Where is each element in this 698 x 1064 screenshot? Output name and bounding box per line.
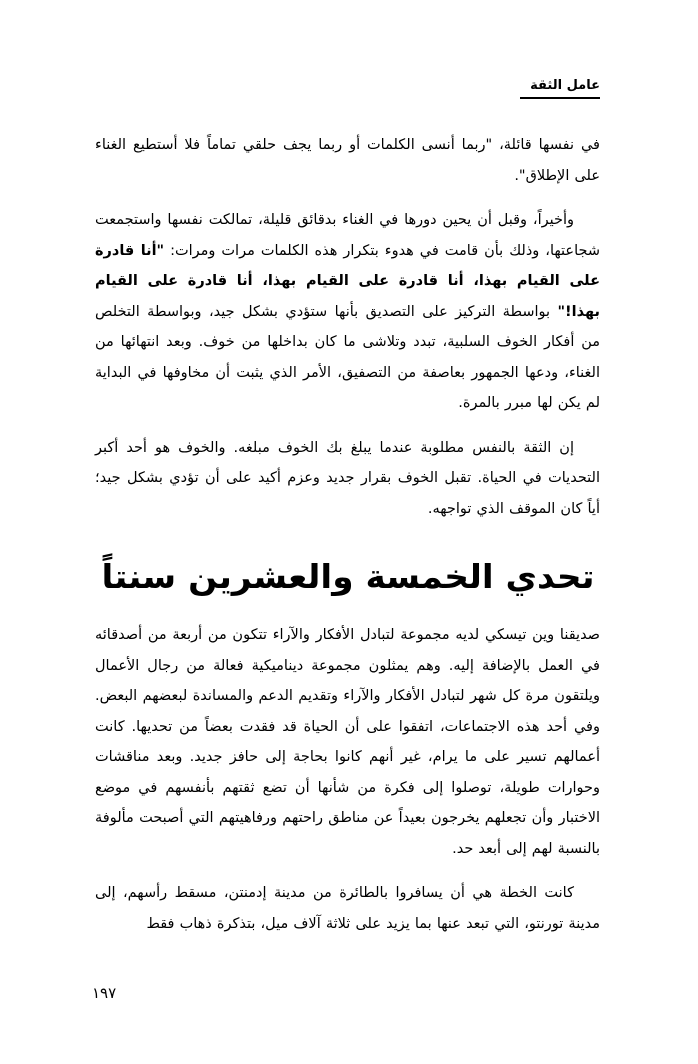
page-number: ١٩٧: [92, 984, 117, 1002]
body-text-upper: [95, 130, 600, 538]
paragraph-5-text: كانت الخطة هي أن يسافروا بالطائرة من مدينة إدمنتن، مسقط رأسهم، إلى مدينة تورنتو، التي تبعد عنها بما يزيد على ثلاثة آلاف ميل، بتذكرة ذهاب فقط: [95, 885, 600, 932]
paragraph-2-affirmation-quote: "أنا قادرة على القيام بهذا، أنا قادرة على القيام بهذا، أنا قادرة على القيام بهذا!": [95, 242, 600, 320]
page-folio: [92, 983, 116, 1002]
paragraph-4: [95, 620, 600, 864]
paragraph-2-tail-text: بواسطة التركيز على التصديق بأنها ستؤدي بشكل جيد، وبواسطة التخلص من أفكار الخوف السلبية، تبدد وتلاشى ما كان بداخلها من خوف. وبعد انتهائها من الغناء، ودعها الجمهور بعاصفة من التصفيق، الأمر الذي يثبت أن مخاوفها في البداية لم يكن لها مبرر بالمرة.: [95, 303, 600, 411]
paragraph-3-text: إن الثقة بالنفس مطلوبة عندما يبلغ بك الخوف مبلغه. والخوف هو أحد أكبر التحديات في الحياة. تقبل الخوف بقرار جديد وعزم أكيد على أن تؤدي بشكل جيد؛ أياً كان الموقف الذي تواجهه.: [95, 439, 600, 517]
running-header: [95, 74, 600, 97]
paragraph-2-lead-text: وأخيراً، وقبل أن يحين دورها في الغناء بدقائق قليلة، تمالكت نفسها واستجمعت شجاعتها، وذلك بأن قامت في هدوء بتكرار هذه الكلمات مرات ومرات:: [95, 212, 600, 259]
body-text-lower: [95, 620, 600, 953]
running-header-title: عامل الثقة: [530, 78, 600, 93]
paragraph-3: [95, 433, 600, 525]
paragraph-1-text: في نفسها قائلة، "ربما أنسى الكلمات أو ربما يجف حلقي تماماً فلا أستطيع الغناء على الإطلاق".: [95, 137, 600, 184]
paragraph-1: [95, 130, 600, 191]
section-heading-title: تحدي الخمسة والعشرين سنتاً: [101, 557, 594, 596]
paragraph-5: [95, 878, 600, 939]
paragraph-2: [95, 205, 600, 419]
paragraph-4-text: صديقنا وين تيسكي لديه مجموعة لتبادل الأفكار والآراء تتكون من أربعة من أصدقائه في العمل بالإضافة إليه. وهم يمثلون مجموعة ديناميكية فعالة من رجال الأعمال ويلتقون مرة كل شهر لتبادل الأفكار والآراء وتقديم الدعم والمساندة لبعضهم البعض. وفي أحد هذه الاجتماعات، اتفقوا على أن الحياة قد فقدت بعضاً من تحديها. كانت أعمالهم تسير على ما يرام، غير أنهم كانوا بحاجة إلى حافز جديد. وبعد مناقشات وحوارات طويلة، توصلوا إلى فكرة من شأنها أن تضع ثقتهم بأنفسهم في موضع الاختبار وأن تجعلهم يخرجون بعيداً عن مناطق راحتهم ورفاهيتهم التي أصبحت مألوفة بالنسبة لهم إلى أبعد حد.: [95, 627, 600, 857]
section-heading: [95, 556, 600, 597]
header-divider-rule: [520, 97, 600, 99]
